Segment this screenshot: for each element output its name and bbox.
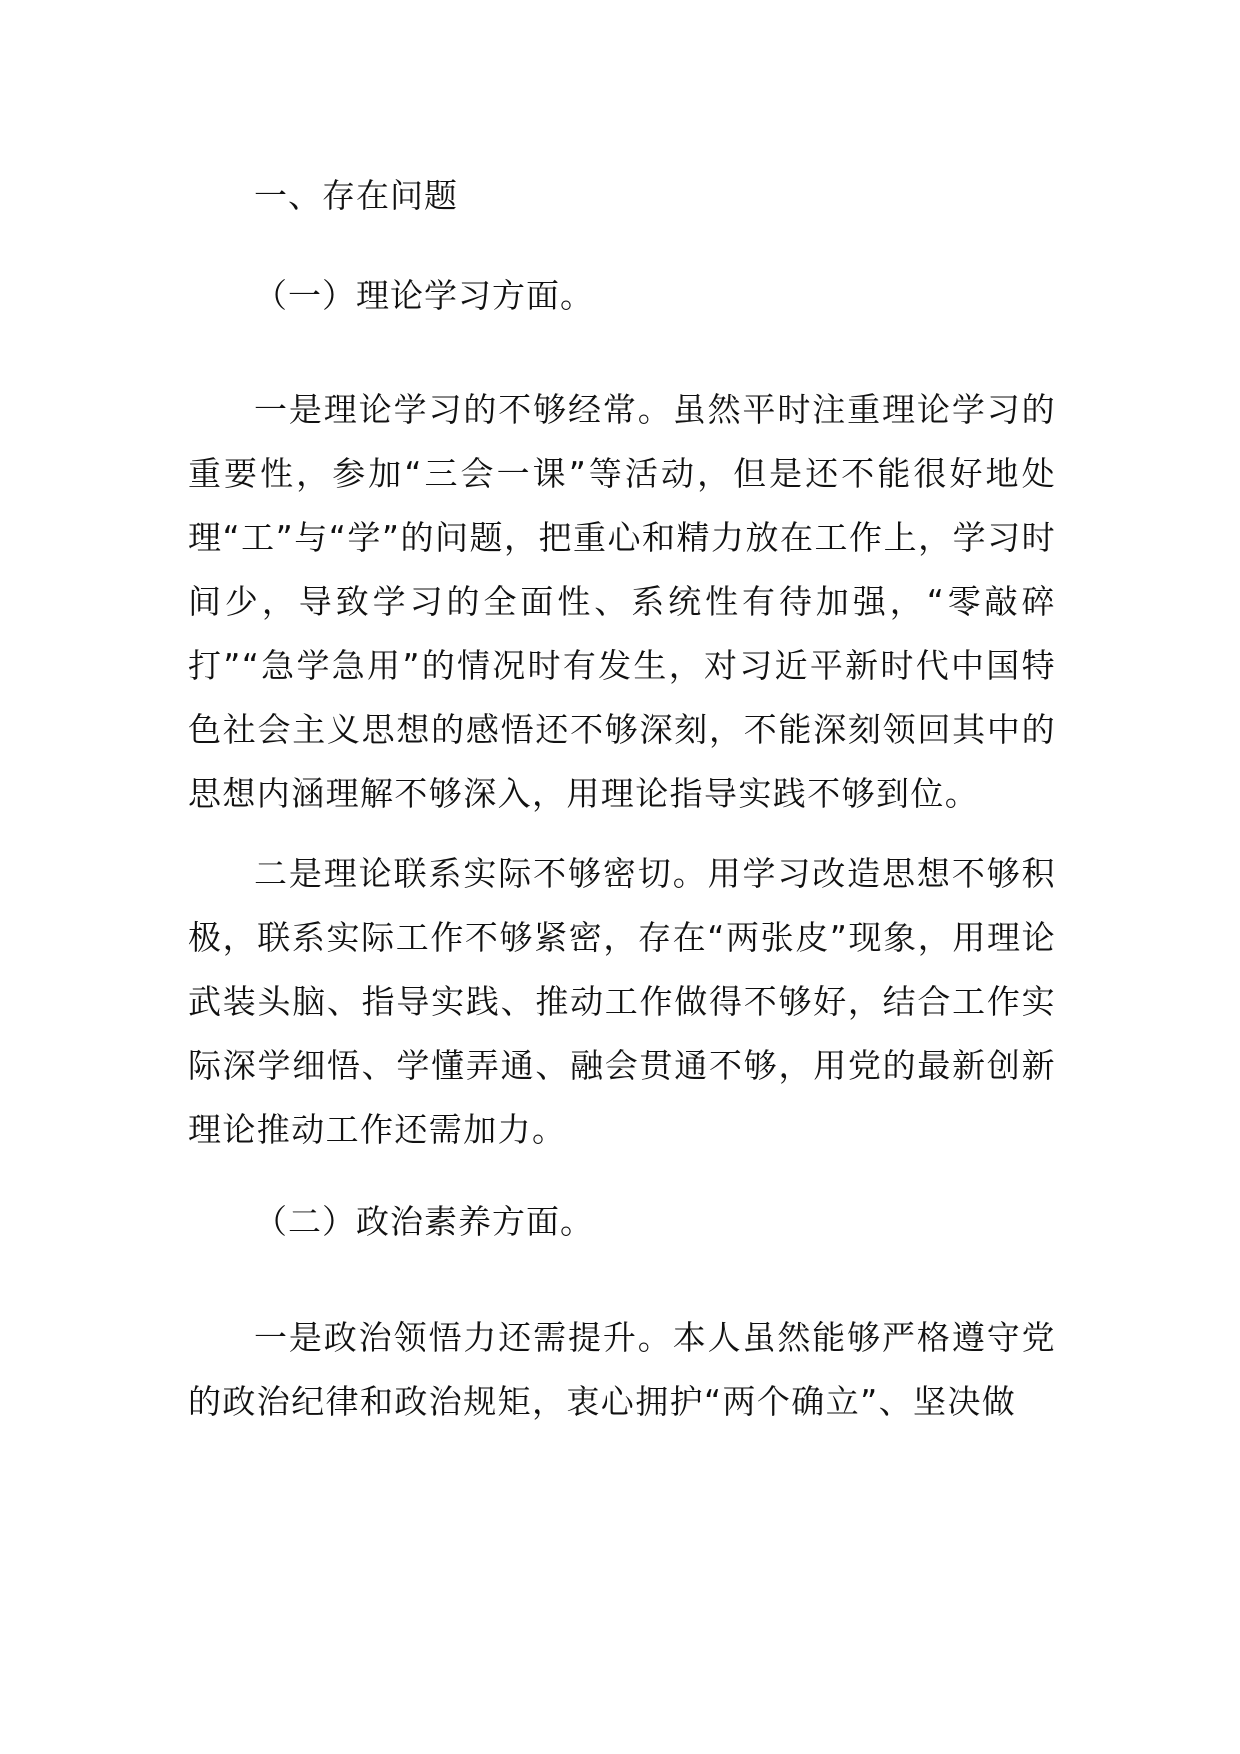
- subsection-title-political: （二）政治素养方面。: [254, 1202, 594, 1241]
- paragraph-theory-study: 一是理论学习的不够经常。虽然平时注重理论学习的重要性，参加“三会一课”等活动，但是还不能很好地处理“工”与“学”的问题，把重心和精力放在工作上，学习时间少，导致学习的全面性、系统性有待加强，“零敲碎打”“急学急用”的情况时有发生，对习近平新时代中国特色社会主义思想的感悟还不够深刻，不能深刻领回其中的思想内涵理解不够深入，用理论指导实践不够到位。: [188, 390, 1056, 813]
- paragraph-political-awareness: 一是政治领悟力还需提升。本人虽然能够严格遵守党的政治纪律和政治规矩，衷心拥护“两个确立”、坚决做: [188, 1318, 1056, 1421]
- section-title: 一、存在问题: [254, 176, 458, 215]
- paragraph-theory-practice: 二是理论联系实际不够密切。用学习改造思想不够积极，联系实际工作不够紧密，存在“两张皮”现象，用理论武装头脑、指导实践、推动工作做得不够好，结合工作实际深学细悟、学懂弄通、融会贯通不够，用党的最新创新理论推动工作还需加力。: [188, 854, 1056, 1149]
- subsection-title-theory: （一）理论学习方面。: [254, 276, 594, 315]
